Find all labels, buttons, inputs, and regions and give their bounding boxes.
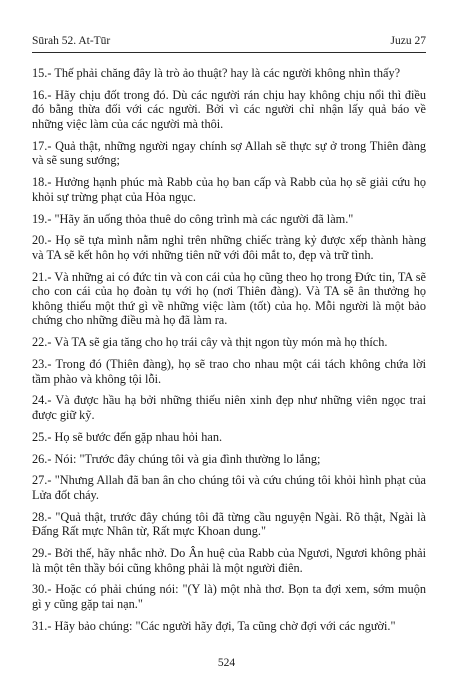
verse-23: 23.- Trong đó (Thiên đàng), họ sẽ trao cho nhau một cái tách không chứa lời tầm phào và không tội lỗi. bbox=[32, 357, 426, 386]
verse-19: 19.- "Hãy ăn uống thỏa thuê do công trình mà các người đã làm." bbox=[32, 211, 354, 226]
verse-21: 21.- Và những ai có đức tin và con cái của họ cũng theo họ trong Đức tin, TA sẽ cho con cái của họ đoàn tụ với họ (nơi Thiên đàng). Và TA sẽ ân thưởng họ không thiếu một thứ gì về những việc làm (tốt) của họ. Mỗi người là một bảo chứng cho những điều mà họ đã làm ra. bbox=[32, 269, 426, 328]
verse-17: 17.- Quả thật, những người ngay chính sợ Allah sẽ thực sự ở trong Thiên đàng và sẽ sung sướng; bbox=[32, 138, 426, 168]
verse-24: 24.- Và được hầu hạ bởi những thiếu niên xinh đẹp như những viên ngọc trai được giữ kỹ. bbox=[32, 393, 426, 422]
running-header bbox=[32, 34, 426, 52]
verse-16: 16.- Hãy chịu đốt trong đó. Dù các người rán chịu hay không chịu nổi thì điều đó bằng thừa đối với các người. Bởi vì các người chỉ nhận lấy quả báo về những việc làm của các người mà thôi. bbox=[32, 87, 426, 131]
juzu-label: Juzu 27 bbox=[390, 35, 426, 47]
page-number: 524 bbox=[217, 657, 236, 669]
verse-28: 28.- "Quả thật, trước đây chúng tôi đã từng cầu nguyện Ngài. Rõ thật, Ngài là Đấng Rất mực Nhân từ, Rất mực Khoan dung." bbox=[32, 509, 426, 539]
verse-27: 27.- "Nhưng Allah đã ban ân cho chúng tôi và cứu chúng tôi khỏi hình phạt của Lửa đốt cháy. bbox=[32, 473, 426, 502]
verse-31: 31.- Hãy bảo chúng: "Các người hãy đợi, Ta cũng chờ đợi với các người." bbox=[32, 618, 396, 633]
verse-26: 26.- Nói: "Trước đây chúng tôi và gia đình thường lo lắng; bbox=[32, 451, 321, 466]
header-rule bbox=[32, 52, 426, 53]
verse-22: 22.- Và TA sẽ gia tăng cho họ trái cây và thịt ngon tùy món mà họ thích. bbox=[32, 335, 388, 350]
verse-30: 30.- Hoặc có phải chúng nói: "(Y là) một nhà thơ. Bọn ta đợi xem, sớm muộn gì y cũng gặp tai nạn." bbox=[32, 582, 426, 612]
surah-title: Sūrah 52. At-Tūr bbox=[32, 35, 111, 47]
verse-20: 20.- Họ sẽ tựa mình nằm nghỉ trên những chiếc tràng kỷ được xếp thành hàng và TA sẽ kết hôn họ với những tiên nữ với đôi mắt to, đẹp và trữ tình. bbox=[32, 233, 426, 262]
verse-list bbox=[32, 66, 426, 638]
verse-29: 29.- Bởi thế, hãy nhắc nhở. Do Ân huệ của Rabb của Ngươi, Ngươi không phải là một tên thầy bói cũng không phải là một người điên. bbox=[32, 546, 426, 575]
verse-15: 15.- Thế phải chăng đây là trò ảo thuật? hay là các người không nhìn thấy? bbox=[32, 66, 401, 80]
verse-18: 18.- Hưởng hạnh phúc mà Rabb của họ ban cấp và Rabb của họ sẽ giải cứu họ khỏi sự trừng phạt của Hỏa ngục. bbox=[32, 175, 426, 204]
verse-25: 25.- Họ sẽ bước đến gặp nhau hỏi han. bbox=[32, 429, 223, 444]
